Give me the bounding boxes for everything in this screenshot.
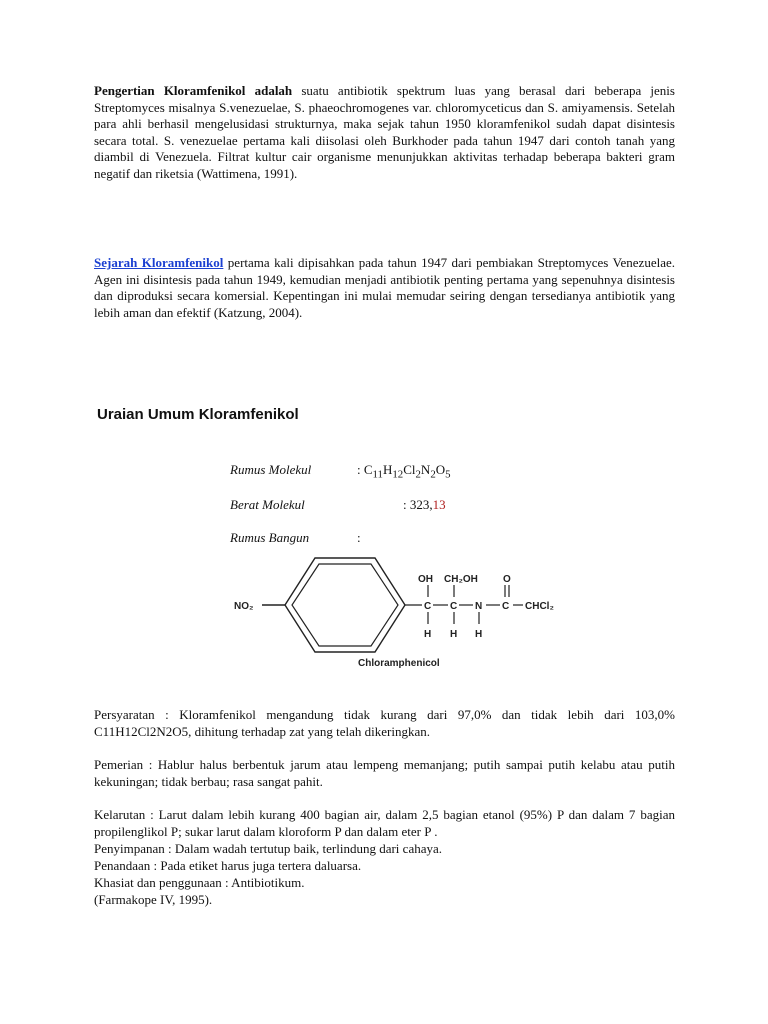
chloramphenicol-structure bbox=[230, 550, 560, 675]
history-link[interactable]: Sejarah Kloramfenikol bbox=[94, 255, 224, 270]
intro-lead: Pengertian Kloramfenikol adalah bbox=[94, 83, 293, 98]
formula-c: C bbox=[363, 462, 373, 477]
formula-sep: : bbox=[357, 462, 364, 477]
chcl2-label: CHCl₂ bbox=[525, 601, 554, 612]
structure-sep: : bbox=[357, 530, 361, 545]
oxygen-label: O bbox=[503, 574, 511, 585]
requirements-paragraph: Persyaratan : Kloramfenikol mengandung tidak kurang dari 97,0% dan tidak lebih dari 103,0% C11H12Cl2N2O5, dihitung terhadap zat yang telah dikeringkan. bbox=[94, 707, 675, 739]
description-paragraph: Pemerian : Hablur halus berbentuk jarum atau lempeng memanjang; putih sampai putih kelabu atau putih kekuningan; tidak berbau; rasa sangat pahit. bbox=[94, 757, 675, 789]
no2-label: NO₂ bbox=[234, 601, 254, 612]
hydrogen-1: H bbox=[424, 629, 432, 640]
ch2oh-label: CH₂OH bbox=[444, 574, 478, 585]
structure-caption: Chloramphenicol bbox=[358, 658, 440, 669]
formula-label: Rumus Molekul bbox=[230, 462, 312, 477]
history-text: pertama kali dipisahkan pada tahun 1947 dari pembiakan Streptomyces Venezuelae. Agen ini disintesis pada tahun 1949, kemudian menjadi antibiotik penting pertama yang sepenuhnya disintesis dan diproduksi secara komersial. Kepentingan ini mulai memudar seiring dengan tersedianya antibiotik yang lebih aman dan efektif (Katzung, 2004). bbox=[94, 255, 675, 320]
formula-o-count: 5 bbox=[445, 468, 451, 481]
formula-cl: Cl bbox=[403, 462, 416, 477]
formula-o: O bbox=[435, 462, 446, 477]
formula-n: N bbox=[420, 462, 431, 477]
uses-line: Khasiat dan penggunaan : Antibiotikum. bbox=[94, 875, 305, 890]
section-heading: Uraian Umum Kloramfenikol bbox=[97, 406, 299, 423]
storage-line: Penyimpanan : Dalam wadah tertutup baik, terlindung dari cahaya. bbox=[94, 841, 442, 856]
weight-main: : 323, bbox=[403, 497, 433, 512]
formula-h: H bbox=[382, 462, 393, 477]
source-line: (Farmakope IV, 1995). bbox=[94, 892, 213, 907]
weight-value bbox=[403, 497, 446, 513]
weight-label: Berat Molekul bbox=[230, 497, 305, 512]
formula-c-count: 11 bbox=[372, 468, 383, 481]
solubility-paragraph: Kelarutan : Larut dalam lebih kurang 400 bagian air, dalam 2,5 bagian etanol (95%) P dan dalam 7 bagian propilenglikol P; sukar larut dalam kloroform P dan dalam eter P . bbox=[94, 807, 675, 839]
nitrogen: N bbox=[475, 601, 483, 612]
oh-label: OH bbox=[418, 574, 433, 585]
formula-h-count: 12 bbox=[392, 468, 404, 481]
formula-n-count: 2 bbox=[430, 468, 436, 481]
intro-paragraph bbox=[94, 83, 675, 183]
hydrogen-2: H bbox=[450, 629, 458, 640]
labeling-line: Penandaan : Pada etiket harus juga tertera daluarsa. bbox=[94, 858, 362, 873]
history-paragraph bbox=[94, 255, 675, 321]
benzene-ring bbox=[285, 558, 405, 652]
carbon-1: C bbox=[424, 601, 432, 612]
carbon-3: C bbox=[502, 601, 510, 612]
hydrogen-3: H bbox=[475, 629, 483, 640]
weight-accent: 13 bbox=[432, 497, 446, 512]
benzene-inner-ring bbox=[292, 564, 398, 646]
carbon-2: C bbox=[450, 601, 458, 612]
intro-text: suatu antibiotik spektrum luas yang berasal dari beberapa jenis Streptomyces misalnya S.venezuelae, S. phaeochromogenes var. chloromyceticus dan S. amiyamensis. Setelah para ahli berhasil mengelusidasi strukturnya, maka sejak tahun 1950 kloramfenikol sudah dapat disintesis secara total. S. venezuelae pertama kali diisolasi oleh Burkhoder pada tahun 1947 dari contoh tanah yang diambil di Venezuela. Filtrat kultur cair organisme menunjukkan aktivitas terhadap beberapa bakteri gram negatif dan riketsia (Wattimena, 1991). bbox=[94, 83, 675, 181]
structure-label: Rumus Bangun bbox=[230, 530, 310, 545]
formula-cl-count: 2 bbox=[415, 468, 421, 481]
formula-value bbox=[357, 462, 451, 481]
